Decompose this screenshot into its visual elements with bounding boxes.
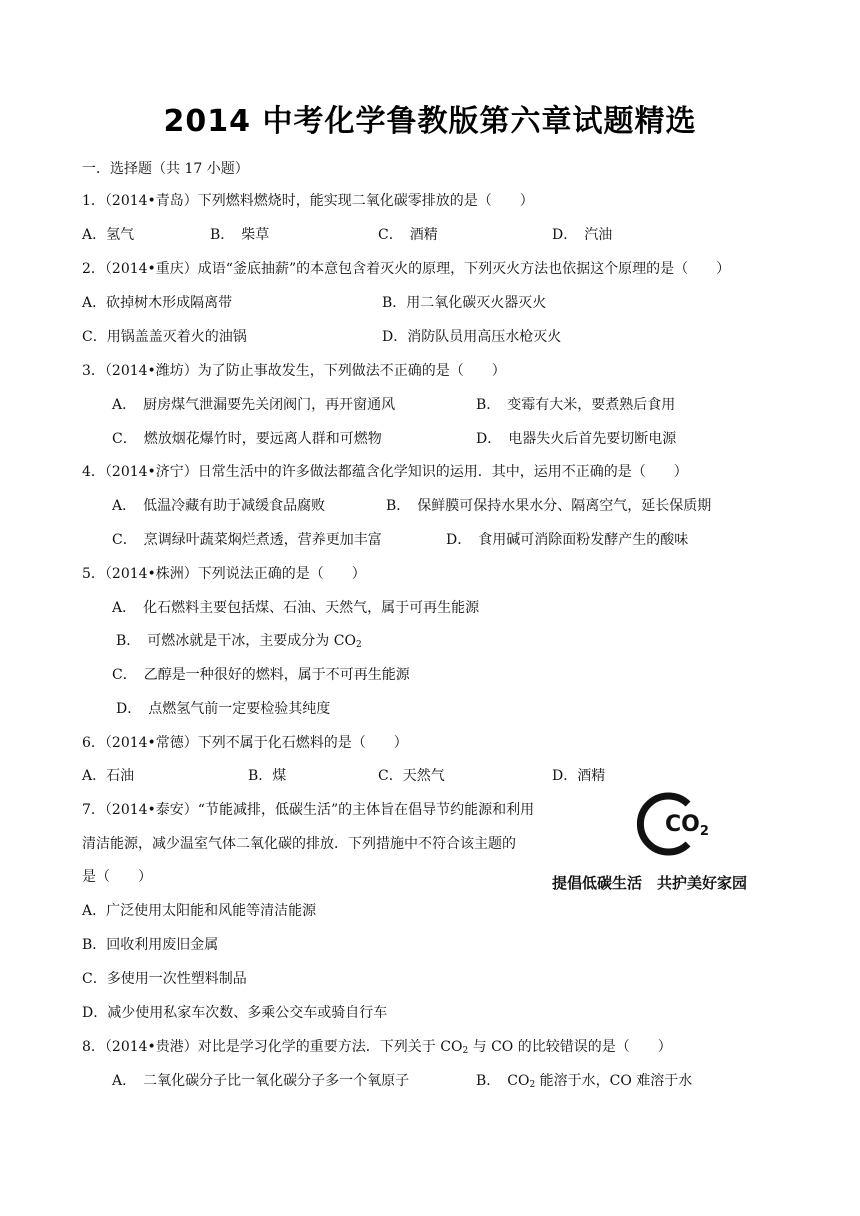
question-7-stem-line-3: 是（ ） — [82, 869, 152, 885]
question-4-option-b: B． 保鲜膜可保持水果水分、隔离空气，延长保质期 — [386, 498, 712, 514]
co2-mark: CO2 — [665, 812, 709, 839]
question-6-option-a: A．石油 — [82, 768, 135, 784]
question-6-stem: 6．（2014•常德）下列不属于化石燃料的是（ ） — [82, 735, 408, 751]
question-1-option-d: D． 汽油 — [552, 227, 613, 243]
question-1-option-a: A．氢气 — [82, 227, 135, 243]
question-4-option-a: A． 低温冷藏有助于减缓食品腐败 — [112, 498, 326, 514]
question-1-option-c: C． 酒精 — [378, 227, 438, 243]
question-6-option-b: B．煤 — [248, 768, 287, 784]
question-8-stem: 8．（2014•贵港）对比是学习化学的重要方法．下列关于 $CO_2$ 与 CO 的比较错误的是（ ） — [82, 1039, 672, 1056]
question-5-stem: 5．（2014•株洲）下列说法正确的是（ ） — [82, 566, 366, 582]
question-8-option-b: B． $CO_2$ 能溶于水，CO 难溶于水 — [476, 1073, 693, 1090]
question-7-option-b: B．回收利用废旧金属 — [82, 937, 219, 953]
question-5-option-d: D． 点燃氢气前一定要检验其纯度 — [116, 701, 331, 717]
question-7-stem-line-2: 清洁能源，减少温室气体二氧化碳的排放．下列措施中不符合该主题的 — [82, 836, 516, 852]
question-4-option-c: C． 烹调绿叶蔬菜焖烂煮透，营养更加丰富 — [112, 532, 382, 548]
question-6-option-d: D．酒精 — [552, 768, 606, 784]
question-5-option-c: C． 乙醇是一种很好的燃料，属于不可再生能源 — [112, 667, 410, 683]
question-3-option-b: B． 变霉有大米，要煮熟后食用 — [476, 397, 676, 413]
question-7-stem-line-1: 7．（2014•泰安）“节能减排，低碳生活”的主体旨在倡导节约能源和利用 — [82, 802, 535, 818]
low-carbon-logo — [552, 788, 788, 898]
section-heading: 一．选择题（共 17 小题） — [82, 161, 249, 177]
question-2-option-c: C．用锅盖盖灭着火的油锅 — [82, 329, 247, 345]
question-7-option-c: C．多使用一次性塑料制品 — [82, 971, 247, 987]
question-5-option-b: B． 可燃冰就是干冰，主要成分为 $CO_2$ — [116, 633, 362, 650]
question-2-option-b: B．用二氧化碳灭火器灭火 — [382, 295, 547, 311]
question-3-option-a: A． 厨房煤气泄漏要先关闭阀门，再开窗通风 — [112, 397, 396, 413]
logo-caption: 提倡低碳生活 共护美好家园 — [552, 874, 748, 892]
question-7-option-a: A．广泛使用太阳能和风能等清洁能源 — [82, 903, 317, 919]
page-title: 2014 中考化学鲁教版第六章试题精选 — [163, 104, 697, 139]
question-4-stem: 4．（2014•济宁）日常生活中的许多做法都蕴含化学知识的运用．其中，运用不正确的是（ ） — [82, 464, 688, 480]
question-1-stem: 1．（2014•青岛）下列燃料燃烧时，能实现二氧化碳零排放的是（ ） — [82, 193, 534, 209]
question-8-option-a: A． 二氧化碳分子比一氧化碳分子多一个氧原子 — [112, 1073, 410, 1089]
question-3-option-c: C． 燃放烟花爆竹时，要远离人群和可燃物 — [112, 431, 382, 447]
question-2-option-a: A．砍掉树木形成隔离带 — [82, 295, 233, 311]
question-3-stem: 3．（2014•潍坊）为了防止事故发生，下列做法不正确的是（ ） — [82, 363, 506, 379]
question-2-option-d: D．消防队员用高压水枪灭火 — [382, 329, 562, 345]
question-2-stem: 2．（2014•重庆）成语“釜底抽薪”的本意包含着灭火的原理，下列灭火方法也依据这个原理的是（ ） — [82, 261, 731, 277]
question-5-option-a: A． 化石燃料主要包括煤、石油、天然气，属于可再生能源 — [112, 600, 480, 616]
question-7-option-d: D．减少使用私家车次数、多乘公交车或骑自行车 — [82, 1005, 388, 1021]
question-4-option-d: D． 食用碱可消除面粉发酵产生的酸味 — [446, 532, 689, 548]
question-6-option-c: C．天然气 — [378, 768, 445, 784]
question-1-option-b: B． 柴草 — [210, 227, 270, 243]
question-3-option-d: D． 电器失火后首先要切断电源 — [476, 431, 677, 447]
